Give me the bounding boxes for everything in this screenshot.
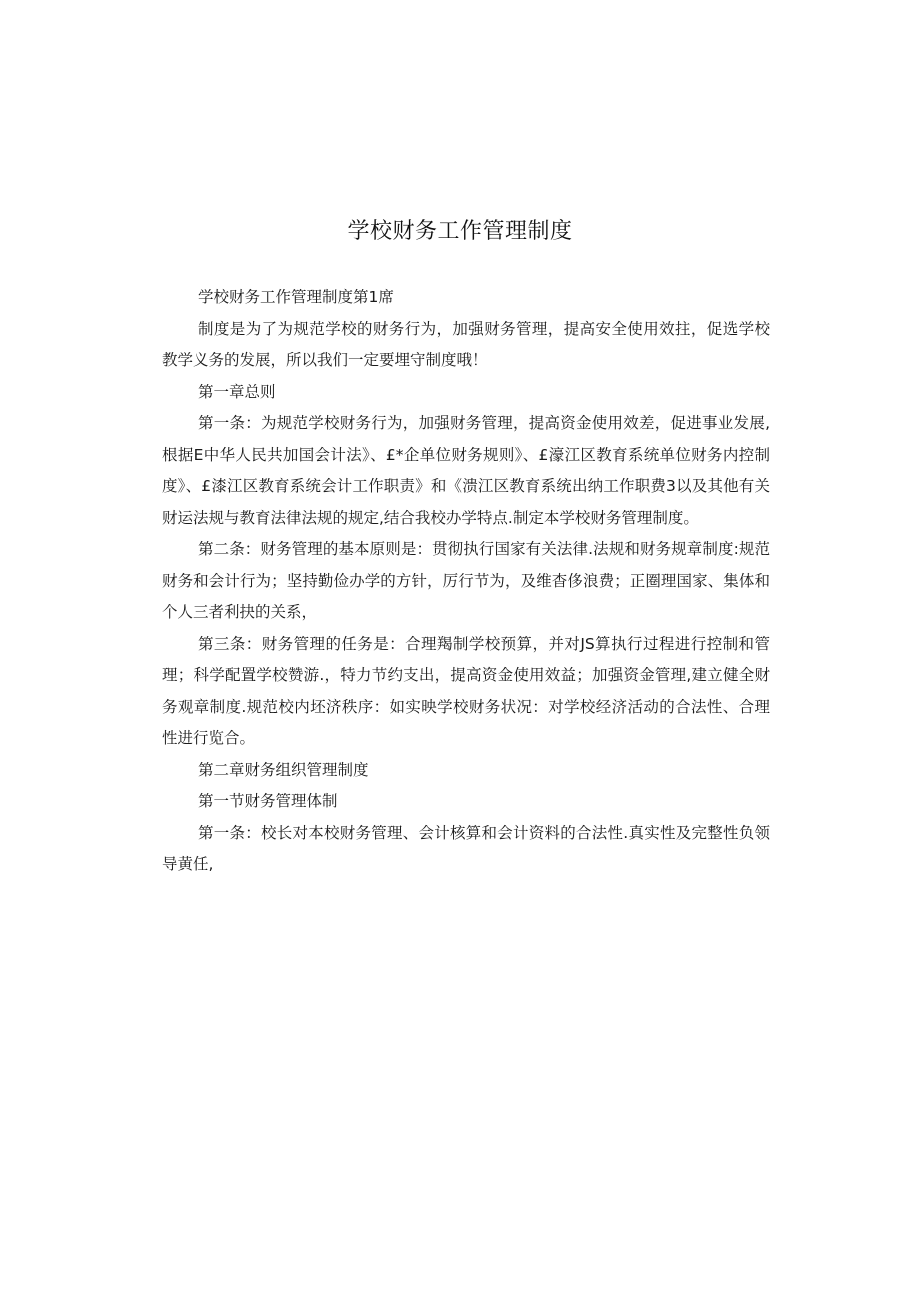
section-heading-1: 第一节财务管理体制 — [198, 792, 338, 810]
chapter2-article-1: 第一条：校长对本校财务管理、会计核算和会计资料的合法性.真实性及完整性负领导黄任, — [162, 823, 770, 873]
document-title: 学校财务工作管理制度 — [347, 219, 573, 244]
paragraph-subtitle: 学校财务工作管理制度第1席 — [198, 288, 394, 306]
chapter-heading-2: 第二章财务组织管理制度 — [198, 760, 369, 779]
article-2: 第二条：财务管理的基本原则是：贯彻执行国家有关法律.法规和财务规章制度:规范财务和会计行为；坚持勤俭办学的方针，厉行节为，及维杳侈浪费；正圈理国家、集体和个人三者利抉的关系， — [162, 540, 770, 621]
paragraph-intro: 制度是为了为规范学校的财务行为，加强财务管理，提高安全使用效拄，促选学校教学义务的发展，所以我们一定要埋守制度哦！ — [162, 319, 770, 369]
chapter-heading-1: 第一章总则 — [198, 382, 276, 401]
article-1: 第一条：为规范学校财务行为，加强财务管理，提高资金使用效差，促进事业发展,根据E中华人民共加国会计法》、£*企单位财务规则》、£濠江区教育系统单位财务内控制度》、£漆江区教育系统会计工作职责》和《溃江区教育系统出纳工作职费3以及其他有关财运法规与教育法律法规的规定,结合我校办学特点.制定本学校财务管理制度。 — [162, 414, 770, 527]
document-body — [162, 282, 770, 881]
article-3: 第三条：财务管理的任务是：合理羯制学校预算，并对JS算执行过程进行控制和管理；科学配置学校赞游.，特力节约支出，提高资金使用效益；加强资金管理,建立健全财务观章制度.规范校内坯济秩序：如实映学校财务状况：对学校经济活动的合法性、合理性进行览合。 — [162, 634, 770, 747]
